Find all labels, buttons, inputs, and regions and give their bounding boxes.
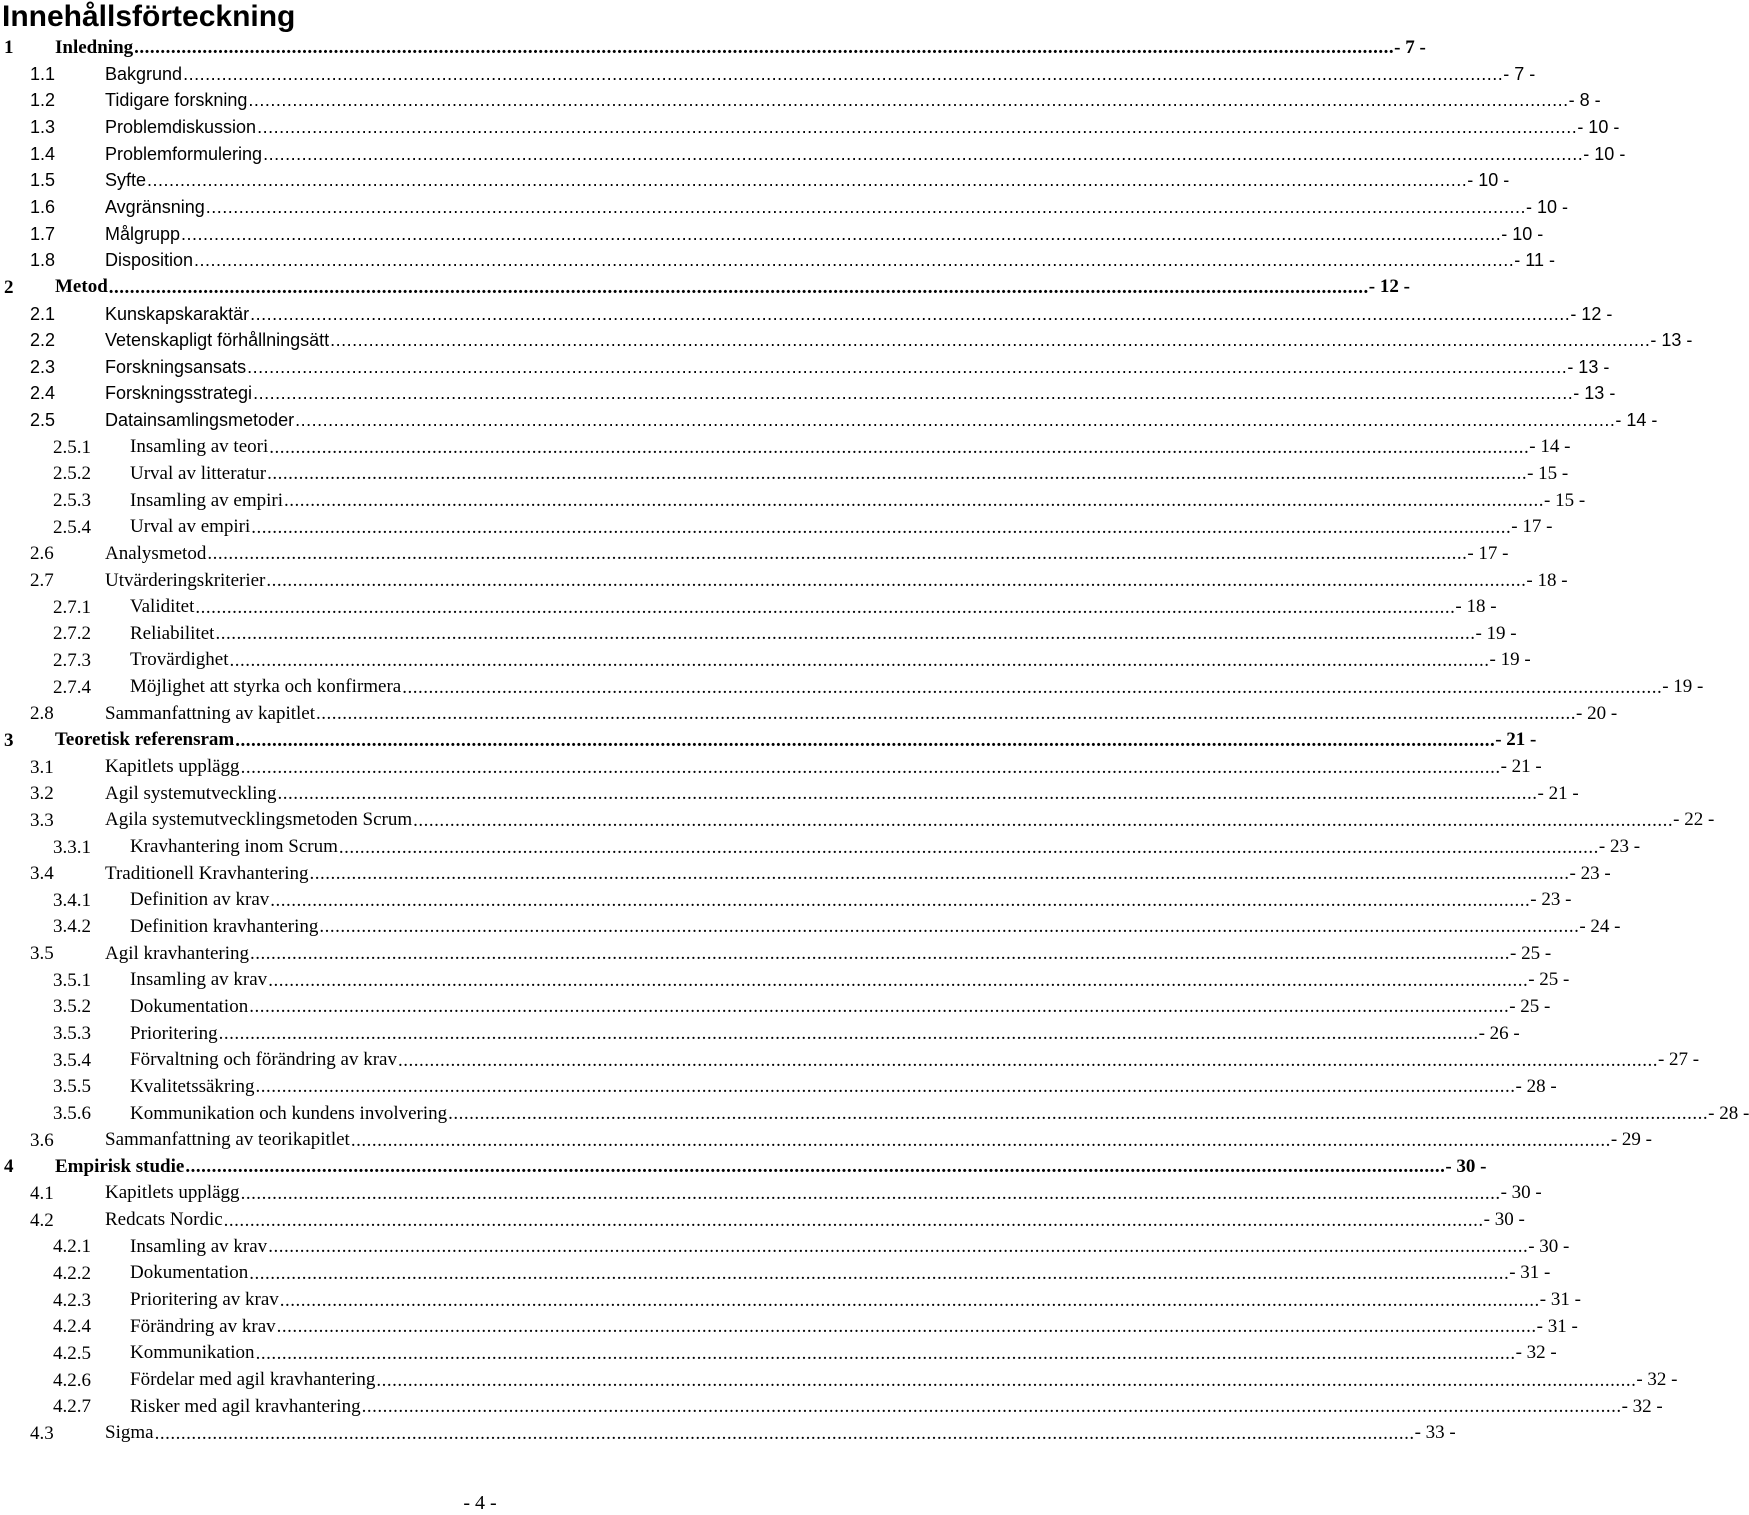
toc-entry-page: - 25 - <box>1509 995 1551 1017</box>
toc-entry-title: Prioritering av krav <box>130 1289 279 1311</box>
page-number: - 4 - <box>463 1492 497 1514</box>
toc-entry-page: - 10 - <box>1525 196 1568 217</box>
toc-entry-page: - 14 - <box>1615 410 1658 431</box>
toc-entry-title: Möjlighet att styrka och konfirmera <box>130 676 402 698</box>
toc-dot-leader: ................................................................................................................................................................................................................................................ <box>284 490 1545 512</box>
page-title: Innehållsförteckning <box>2 0 296 33</box>
toc-entry-number: 2.5.2 <box>53 463 91 485</box>
toc-entry-number: 2.7.1 <box>53 596 91 618</box>
toc-dot-leader: ................................................................................................................................................................................................................................................ <box>215 623 1476 645</box>
toc-entry[interactable] <box>0 807 1715 834</box>
toc-entry-number: 1.2 <box>30 90 56 111</box>
toc-entry-page: - 19 - <box>1662 676 1704 698</box>
toc-entry[interactable] <box>0 141 1626 168</box>
toc-entry-title: Kapitlets upplägg <box>105 1182 240 1204</box>
toc-dot-leader: ................................................................................................................................................................................................................................................ <box>255 1342 1516 1364</box>
toc-entry[interactable] <box>0 567 1568 594</box>
toc-entry-title: Validitet <box>130 596 195 618</box>
toc-entry-title: Inledning <box>55 36 134 58</box>
toc-entry-title: Redcats Nordic <box>105 1209 223 1231</box>
toc-entry[interactable] <box>0 194 1568 221</box>
toc-entry[interactable] <box>0 780 1579 807</box>
toc-entry-number: 3.5.2 <box>53 996 91 1018</box>
toc-entry-page: - 32 - <box>1515 1342 1557 1364</box>
toc-entry-title: Syfte <box>105 170 147 191</box>
toc-entry-title: Fördelar med agil kravhantering <box>130 1369 376 1390</box>
toc-entry-number: 4.1 <box>30 1182 54 1204</box>
toc-entry-title: Datainsamlingsmetoder <box>105 410 295 431</box>
toc-dot-leader: ................................................................................................................................................................................................................................................ <box>413 809 1674 831</box>
toc-entry-title: Agil systemutveckling <box>105 782 277 804</box>
toc-entry-number: 3.4.2 <box>53 916 91 938</box>
toc-entry-title: Reliabilitet <box>130 622 215 644</box>
toc-dot-leader: ................................................................................................................................................................................................................................................ <box>147 170 1468 191</box>
toc-dot-leader: ................................................................................................................................................................................................................................................ <box>319 916 1580 938</box>
toc-entry-title: Urval av empiri <box>130 516 251 538</box>
toc-entry-number: 3.5.5 <box>53 1076 91 1098</box>
toc-entry[interactable] <box>0 1047 1700 1074</box>
toc-entry-page: - 7 - <box>1394 36 1426 58</box>
toc-dot-leader: ................................................................................................................................................................................................................................................ <box>108 276 1369 298</box>
toc-entry-title: Insamling av teori <box>130 436 269 458</box>
toc-dot-leader: ................................................................................................................................................................................................................................................ <box>247 356 1568 377</box>
toc-entry[interactable] <box>0 1153 1487 1180</box>
toc-entry-page: - 19 - <box>1489 649 1531 671</box>
toc-entry[interactable] <box>0 1313 1578 1340</box>
toc-entry-page: - 12 - <box>1368 276 1410 298</box>
toc-entry-title: Analysmetod <box>105 542 207 564</box>
toc-entry[interactable] <box>0 887 1572 914</box>
toc-entry-page: - 20 - <box>1576 702 1618 724</box>
toc-dot-leader: ................................................................................................................................................................................................................................................ <box>218 1023 1479 1045</box>
toc-dot-leader: ................................................................................................................................................................................................................................................ <box>253 383 1574 404</box>
toc-entry-page: - 27 - <box>1657 1049 1700 1071</box>
toc-entry-title: Kvalitetssäkring <box>130 1075 255 1097</box>
toc-entry-number: 2.7 <box>30 570 54 591</box>
toc-entry-title: Förvaltning och förändring av krav <box>130 1049 397 1071</box>
toc-entry-page: - 30 - <box>1528 1235 1570 1257</box>
toc-dot-leader: ................................................................................................................................................................................................................................................ <box>255 1076 1516 1098</box>
toc-entry-number: 2 <box>4 276 14 298</box>
toc-entry-number: 2.1 <box>30 303 56 324</box>
toc-entry-page: - 32 - <box>1636 1369 1678 1390</box>
toc-entry-page: - 31 - <box>1536 1315 1578 1337</box>
toc-entry[interactable] <box>0 434 1571 461</box>
toc-entry-title: Sigma <box>105 1422 154 1444</box>
toc-entry-number: 4.2.7 <box>53 1396 91 1418</box>
toc-entry-number: 3.6 <box>30 1129 54 1151</box>
toc-entry-number: 2.5.3 <box>53 490 91 512</box>
toc-entry[interactable] <box>0 167 1510 194</box>
toc-entry-number: 3.5 <box>30 943 54 965</box>
toc-entry-number: 2.7.4 <box>53 676 91 698</box>
toc-entry-number: 3.5.6 <box>53 1103 91 1124</box>
toc-entry-title: Avgränsning <box>105 196 205 217</box>
toc-dot-leader: ................................................................................................................................................................................................................................................ <box>181 223 1502 244</box>
toc-entry-number: 4.2.3 <box>53 1289 91 1311</box>
toc-entry-title: Agila systemutvecklingsmetoden Scrum <box>105 809 413 831</box>
toc-dot-leader: ................................................................................................................................................................................................................................................ <box>448 1103 1709 1124</box>
toc-entry-number: 2.2 <box>30 330 56 351</box>
toc-dot-leader: ................................................................................................................................................................................................................................................ <box>257 116 1578 137</box>
toc-entry-page: - 30 - <box>1500 1182 1542 1204</box>
toc-entry[interactable] <box>0 247 1555 274</box>
toc-entry-title: Urval av litteratur <box>130 462 267 484</box>
toc-entry-title: Insamling av krav <box>130 1235 268 1257</box>
toc-entry-number: 2.3 <box>30 356 56 377</box>
toc-entry-title: Metod <box>55 276 108 298</box>
toc-entry-number: 4.3 <box>30 1422 54 1444</box>
toc-entry-number: 2.5.1 <box>53 436 91 458</box>
toc-dot-leader: ................................................................................................................................................................................................................................................ <box>266 570 1527 591</box>
toc-entry-title: Förändring av krav <box>130 1315 276 1337</box>
toc-entry-title: Kommunikation <box>130 1342 255 1364</box>
toc-dot-leader: ................................................................................................................................................................................................................................................ <box>269 436 1530 458</box>
toc-entry[interactable] <box>0 514 1553 541</box>
toc-entry-number: 4.2.2 <box>53 1262 91 1284</box>
toc-entry-number: 4.2.4 <box>53 1316 91 1338</box>
toc-entry-number: 4.2.1 <box>53 1236 91 1258</box>
toc-dot-leader: ................................................................................................................................................................................................................................................ <box>338 836 1599 858</box>
toc-entry[interactable] <box>0 993 1551 1020</box>
toc-dot-leader: ................................................................................................................................................................................................................................................ <box>250 303 1571 324</box>
toc-entry-title: Insamling av empiri <box>130 489 284 511</box>
toc-entry-number: 3 <box>4 729 14 751</box>
toc-entry-number: 2.8 <box>30 703 54 725</box>
toc-dot-leader: ................................................................................................................................................................................................................................................ <box>205 196 1526 217</box>
toc-dot-leader: ................................................................................................................................................................................................................................................ <box>295 410 1616 431</box>
toc-entry[interactable] <box>0 1287 1581 1314</box>
toc-entry-title: Forskningsstrategi <box>105 383 253 404</box>
toc-entry[interactable] <box>0 1100 1749 1127</box>
toc-entry-number: 4.2.6 <box>53 1369 91 1391</box>
toc-entry-number: 1.5 <box>30 170 56 191</box>
toc-entry-page: - 22 - <box>1673 809 1715 831</box>
toc-entry[interactable] <box>0 860 1611 887</box>
toc-entry-number: 3.3.1 <box>53 836 91 858</box>
toc-entry-number: 1.6 <box>30 196 56 217</box>
toc-entry[interactable] <box>0 913 1621 940</box>
toc-entry-title: Kapitlets upplägg <box>105 756 240 778</box>
toc-entry[interactable] <box>0 540 1509 567</box>
toc-entry[interactable] <box>0 1233 1570 1260</box>
toc-entry[interactable] <box>0 380 1616 407</box>
toc-entry[interactable] <box>0 647 1531 674</box>
toc-entry-title: Insamling av krav <box>130 969 268 991</box>
toc-entry-page: - 30 - <box>1445 1155 1487 1177</box>
toc-entry-title: Traditionell Kravhantering <box>105 862 309 884</box>
toc-entry[interactable] <box>0 967 1570 994</box>
toc-dot-leader: ................................................................................................................................................................................................................................................ <box>279 1289 1540 1311</box>
toc-dot-leader: ................................................................................................................................................................................................................................................ <box>154 1422 1415 1444</box>
toc-entry-page: - 28 - <box>1515 1075 1557 1097</box>
toc-dot-leader: ................................................................................................................................................................................................................................................ <box>268 969 1529 991</box>
toc-entry-number: 3.5.4 <box>53 1049 91 1071</box>
toc-entry-page: - 25 - <box>1510 942 1552 964</box>
toc-entry-title: Prioritering <box>130 1022 218 1044</box>
toc-entry-title: Målgrupp <box>105 223 181 244</box>
toc-entry-title: Bakgrund <box>105 63 183 84</box>
toc-entry-page: - 23 - <box>1598 836 1641 857</box>
toc-dot-leader: ................................................................................................................................................................................................................................................ <box>397 1049 1658 1071</box>
toc-entry-number: 3.5.3 <box>53 1023 91 1045</box>
toc-entry-page: - 17 - <box>1511 516 1553 538</box>
toc-entry-page: - 19 - <box>1475 622 1517 644</box>
toc-entry[interactable] <box>0 301 1613 328</box>
toc-entry-page: - 29 - <box>1610 1129 1652 1151</box>
toc-entry-number: 3.4 <box>30 863 54 885</box>
toc-dot-leader: ................................................................................................................................................................................................................................................ <box>267 463 1528 485</box>
toc-entry[interactable] <box>0 460 1569 487</box>
toc-dot-leader: ................................................................................................................................................................................................................................................ <box>350 1129 1611 1151</box>
toc-entry-number: 1.1 <box>30 63 56 84</box>
toc-entry-title: Problemdiskussion <box>105 116 257 137</box>
toc-entry-page: - 23 - <box>1569 862 1611 884</box>
toc-entry[interactable] <box>0 727 1537 754</box>
toc-entry-title: Sammanfattning av kapitlet <box>105 702 316 724</box>
toc-entry[interactable] <box>0 594 1497 621</box>
toc-entry-page: - 18 - <box>1455 596 1497 618</box>
toc-entry-title: Disposition <box>105 250 194 271</box>
toc-entry[interactable] <box>0 1020 1520 1047</box>
toc-entry-page: - 8 - <box>1568 90 1601 111</box>
toc-entry-number: 2.6 <box>30 543 54 565</box>
toc-entry-number: 3.4.1 <box>53 889 91 911</box>
toc-entry-page: - 24 - <box>1579 915 1621 937</box>
toc-entry[interactable] <box>0 327 1693 354</box>
toc-dot-leader: ................................................................................................................................................................................................................................................ <box>248 90 1569 111</box>
toc-dot-leader: ................................................................................................................................................................................................................................................ <box>240 1182 1501 1204</box>
toc-entry[interactable] <box>0 754 1542 781</box>
toc-entry-number: 2.5 <box>30 410 56 431</box>
toc-entry-page: - 28 - <box>1708 1102 1749 1124</box>
toc-entry-page: - 10 - <box>1501 223 1544 244</box>
toc-entry-number: 3.3 <box>30 809 54 831</box>
toc-entry-title: Sammanfattning av teorikapitlet <box>105 1129 350 1151</box>
toc-entry-number: 2.4 <box>30 383 56 404</box>
toc-entry[interactable] <box>0 674 1704 701</box>
toc-entry-page: - 13 - <box>1567 356 1610 377</box>
toc-entry[interactable] <box>0 407 1658 434</box>
toc-dot-leader: ................................................................................................................................................................................................................................................ <box>194 250 1515 271</box>
toc-dot-leader: ................................................................................................................................................................................................................................................ <box>402 676 1663 698</box>
toc-entry-number: 2.7.3 <box>53 649 91 671</box>
toc-entry-page: - 31 - <box>1539 1289 1581 1311</box>
toc-dot-leader: ................................................................................................................................................................................................................................................ <box>330 330 1651 351</box>
toc-entry-title: Tidigare forskning <box>105 90 248 111</box>
toc-entry-title: Definition kravhantering <box>130 915 319 937</box>
toc-dot-leader: ................................................................................................................................................................................................................................................ <box>240 756 1501 778</box>
toc-entry-number: 2.5.4 <box>53 516 91 538</box>
toc-entry-title: Dokumentation <box>130 995 249 1017</box>
toc-dot-leader: ................................................................................................................................................................................................................................................ <box>361 1396 1622 1418</box>
toc-entry-page: - 31 - <box>1509 1262 1551 1284</box>
toc-entry[interactable] <box>0 34 1426 61</box>
toc-entry-page: - 32 - <box>1621 1395 1663 1417</box>
toc-entry-title: Risker med agil kravhantering <box>130 1395 361 1417</box>
toc-entry-page: - 33 - <box>1414 1422 1456 1444</box>
toc-entry-number: 4.2.5 <box>53 1342 91 1364</box>
toc-dot-leader: ................................................................................................................................................................................................................................................ <box>249 996 1510 1018</box>
toc-entry-page: - 14 - <box>1529 436 1571 458</box>
toc-entry[interactable] <box>0 1073 1557 1100</box>
toc-entry-page: - 12 - <box>1570 303 1613 324</box>
toc-entry[interactable] <box>0 1127 1652 1154</box>
toc-entry-page: - 23 - <box>1530 889 1572 911</box>
toc-dot-leader: ................................................................................................................................................................................................................................................ <box>276 1316 1537 1338</box>
toc-entry-title: Dokumentation <box>130 1262 249 1284</box>
toc-entry-number: 3.1 <box>30 756 54 778</box>
toc-entry[interactable] <box>0 87 1601 114</box>
toc-entry-page: - 10 - <box>1467 170 1510 191</box>
toc-entry-title: Kravhantering inom Scrum <box>130 836 338 857</box>
toc-entry-page: - 10 - <box>1577 116 1620 137</box>
toc-entry[interactable] <box>0 354 1610 381</box>
toc-entry-number: 4.2 <box>30 1209 54 1231</box>
toc-dot-leader: ................................................................................................................................................................................................................................................ <box>250 943 1511 965</box>
toc-entry-number: 1.3 <box>30 116 56 137</box>
toc-dot-leader: ................................................................................................................................................................................................................................................ <box>134 37 1395 58</box>
toc-dot-leader: ................................................................................................................................................................................................................................................ <box>316 703 1577 725</box>
toc-entry-title: Kunskapskaraktär <box>105 303 250 324</box>
toc-dot-leader: ................................................................................................................................................................................................................................................ <box>183 63 1504 84</box>
toc-dot-leader: ................................................................................................................................................................................................................................................ <box>235 729 1496 751</box>
toc-entry-number: 1.7 <box>30 223 56 244</box>
toc-entry[interactable] <box>0 221 1544 248</box>
toc-entry[interactable] <box>0 114 1620 141</box>
toc-entry-page: - 21 - <box>1500 756 1542 778</box>
toc-entry[interactable] <box>0 834 1641 861</box>
toc-entry[interactable] <box>0 1260 1551 1287</box>
toc-entry-title: Forskningsansats <box>105 356 247 377</box>
toc-entry-page: - 10 - <box>1583 143 1626 164</box>
toc-entry-number: 4 <box>4 1156 14 1178</box>
toc-dot-leader: ................................................................................................................................................................................................................................................ <box>270 889 1531 911</box>
toc-entry[interactable] <box>0 620 1517 647</box>
toc-entry-page: - 11 - <box>1514 250 1555 271</box>
toc-entry[interactable] <box>0 1180 1542 1207</box>
toc-entry-title: Kommunikation och kundens involvering <box>130 1102 448 1124</box>
toc-entry-page: - 7 - <box>1503 63 1536 84</box>
toc-entry-page: - 15 - <box>1527 462 1569 484</box>
toc-entry[interactable] <box>0 1207 1525 1234</box>
toc-entry-number: 1 <box>4 37 14 58</box>
toc-dot-leader: ................................................................................................................................................................................................................................................ <box>376 1369 1637 1391</box>
toc-entry-number: 3.2 <box>30 783 54 805</box>
toc-entry-title: Vetenskapligt förhållningsätt <box>105 330 330 351</box>
toc-dot-leader: ................................................................................................................................................................................................................................................ <box>268 1236 1529 1258</box>
toc-entry-title: Agil kravhantering <box>105 942 250 964</box>
toc-entry-page: - 21 - <box>1537 782 1579 804</box>
toc-entry-number: 2.7.2 <box>53 623 91 645</box>
toc-dot-leader: ................................................................................................................................................................................................................................................ <box>249 1262 1510 1284</box>
toc-entry[interactable] <box>0 1367 1678 1394</box>
toc-entry-number: 1.8 <box>30 250 56 271</box>
toc-entry[interactable] <box>0 487 1586 514</box>
toc-entry-number: 1.4 <box>30 143 56 164</box>
toc-entry-page: - 17 - <box>1467 542 1509 564</box>
toc-entry[interactable] <box>0 61 1536 88</box>
toc-dot-leader: ................................................................................................................................................................................................................................................ <box>309 863 1570 885</box>
toc-entry[interactable] <box>0 274 1410 301</box>
toc-dot-leader: ................................................................................................................................................................................................................................................ <box>251 516 1512 538</box>
toc-entry-page: - 15 - <box>1544 489 1586 511</box>
toc-entry-page: - 13 - <box>1573 383 1616 404</box>
toc-entry-page: - 18 - <box>1526 569 1568 591</box>
toc-entry[interactable] <box>0 700 1618 727</box>
toc-entry-title: Utvärderingskriterier <box>105 569 266 591</box>
toc-dot-leader: ................................................................................................................................................................................................................................................ <box>263 143 1584 164</box>
toc-entry-page: - 13 - <box>1650 330 1693 351</box>
toc-entry-page: - 26 - <box>1478 1022 1520 1044</box>
toc-entry-title: Teoretisk referensram <box>55 729 235 751</box>
toc-entry-title: Definition av krav <box>130 889 270 911</box>
toc-entry-title: Empirisk studie <box>55 1155 185 1177</box>
toc-entry-page: - 25 - <box>1528 969 1570 991</box>
toc-entry-page: - 21 - <box>1495 729 1537 751</box>
toc-dot-leader: ................................................................................................................................................................................................................................................ <box>229 649 1490 671</box>
toc-entry[interactable] <box>0 940 1552 967</box>
toc-entry-title: Trovärdighet <box>130 649 229 671</box>
toc-entry-title: Problemformulering <box>105 143 263 164</box>
toc-entry[interactable] <box>0 1340 1557 1367</box>
toc-entry[interactable] <box>0 1393 1663 1420</box>
toc-dot-leader: ................................................................................................................................................................................................................................................ <box>223 1209 1484 1231</box>
toc-dot-leader: ................................................................................................................................................................................................................................................ <box>195 596 1456 618</box>
toc-entry-page: - 30 - <box>1483 1209 1525 1231</box>
toc-dot-leader: ................................................................................................................................................................................................................................................ <box>185 1156 1446 1178</box>
toc-entry[interactable] <box>0 1420 1456 1447</box>
toc-dot-leader: ................................................................................................................................................................................................................................................ <box>277 783 1538 805</box>
toc-entry-number: 3.5.1 <box>53 969 91 991</box>
toc-dot-leader: ................................................................................................................................................................................................................................................ <box>207 543 1468 565</box>
